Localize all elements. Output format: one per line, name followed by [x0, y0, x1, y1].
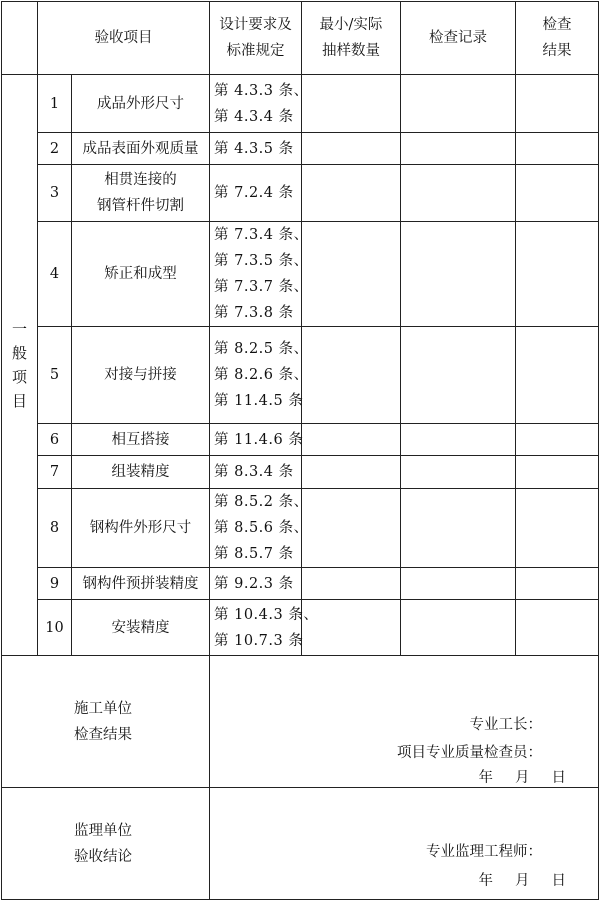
sample-cell[interactable]: [302, 456, 401, 489]
result-cell[interactable]: [516, 222, 599, 327]
table-row: [2, 424, 599, 456]
result-cell[interactable]: [516, 489, 599, 568]
result-cell[interactable]: [516, 568, 599, 600]
row-standard: 第 8.3.4 条: [210, 456, 302, 489]
inspection-table: [1, 1, 599, 900]
category-label: 一 般 项 目: [11, 320, 27, 410]
construction-signature-area[interactable]: [210, 656, 599, 788]
table-row: [2, 222, 599, 327]
category-cell: [2, 75, 38, 656]
row-item: 组装精度: [72, 456, 210, 489]
table-row: [2, 489, 599, 568]
table-row: [2, 456, 599, 489]
row-item: 安装精度: [72, 600, 210, 656]
record-cell[interactable]: [401, 133, 516, 165]
table-row: [2, 75, 599, 133]
header-blank: [2, 2, 38, 75]
header-record: 检查记录: [401, 2, 516, 75]
record-cell[interactable]: [401, 165, 516, 222]
row-standard: 第 9.2.3 条: [210, 568, 302, 600]
row-number: 8: [38, 489, 72, 568]
row-item: 相贯连接的 钢管杆件切割: [72, 165, 210, 222]
sample-cell[interactable]: [302, 75, 401, 133]
result-cell[interactable]: [516, 424, 599, 456]
result-cell[interactable]: [516, 327, 599, 424]
row-standard: 第 7.2.4 条: [210, 165, 302, 222]
engineer-label: 专业监理工程师：: [426, 844, 542, 860]
row-standard: 第 8.2.5 条、 第 8.2.6 条、 第 11.4.5 条: [210, 327, 302, 424]
supervision-date: 年 月 日: [478, 873, 566, 889]
row-item: 对接与拼接: [72, 327, 210, 424]
construction-label: 施工单位 检查结果: [2, 656, 210, 788]
result-cell[interactable]: [516, 600, 599, 656]
table-row: [2, 568, 599, 600]
sample-cell[interactable]: [302, 489, 401, 568]
supervision-signature-area[interactable]: [210, 788, 599, 900]
row-standard: 第 4.3.3 条、 第 4.3.4 条: [210, 75, 302, 133]
row-standard: 第 7.3.4 条、 第 7.3.5 条、 第 7.3.7 条、 第 7.3.8 条: [210, 222, 302, 327]
sample-cell[interactable]: [302, 327, 401, 424]
row-number: 9: [38, 568, 72, 600]
result-cell[interactable]: [516, 165, 599, 222]
record-cell[interactable]: [401, 568, 516, 600]
record-cell[interactable]: [401, 600, 516, 656]
row-number: 5: [38, 327, 72, 424]
row-number: 6: [38, 424, 72, 456]
header-sample: 最小/实际 抽样数量: [302, 2, 401, 75]
row-standard: 第 11.4.6 条: [210, 424, 302, 456]
row-standard: 第 8.5.2 条、 第 8.5.6 条、 第 8.5.7 条: [210, 489, 302, 568]
header-result: 检查 结果: [516, 2, 599, 75]
row-number: 3: [38, 165, 72, 222]
table-row: [2, 327, 599, 424]
supervision-row: [2, 788, 599, 900]
row-number: 2: [38, 133, 72, 165]
row-number: 4: [38, 222, 72, 327]
sample-cell[interactable]: [302, 133, 401, 165]
header-requirement: 设计要求及 标准规定: [210, 2, 302, 75]
record-cell[interactable]: [401, 327, 516, 424]
construction-date: 年 月 日: [478, 770, 566, 786]
header-item: 验收项目: [38, 2, 210, 75]
row-item: 成品表面外观质量: [72, 133, 210, 165]
construction-row: [2, 656, 599, 788]
row-number: 7: [38, 456, 72, 489]
row-item: 矫正和成型: [72, 222, 210, 327]
record-cell[interactable]: [401, 424, 516, 456]
row-item: 成品外形尺寸: [72, 75, 210, 133]
inspector-label: 项目专业质量检查员：: [397, 745, 542, 761]
row-item: 钢构件预拼装精度: [72, 568, 210, 600]
table-row: [2, 165, 599, 222]
sample-cell[interactable]: [302, 222, 401, 327]
result-cell[interactable]: [516, 133, 599, 165]
supervision-label: 监理单位 验收结论: [2, 788, 210, 900]
row-standard: 第 10.4.3 条、 第 10.7.3 条: [210, 600, 302, 656]
row-number: 10: [38, 600, 72, 656]
table-row: [2, 133, 599, 165]
row-standard: 第 4.3.5 条: [210, 133, 302, 165]
header-row: [2, 2, 599, 75]
record-cell[interactable]: [401, 456, 516, 489]
record-cell[interactable]: [401, 489, 516, 568]
sample-cell[interactable]: [302, 165, 401, 222]
row-number: 1: [38, 75, 72, 133]
result-cell[interactable]: [516, 456, 599, 489]
table-row: [2, 600, 599, 656]
foreman-label: 专业工长：: [469, 717, 542, 733]
sample-cell[interactable]: [302, 424, 401, 456]
sample-cell[interactable]: [302, 568, 401, 600]
result-cell[interactable]: [516, 75, 599, 133]
row-item: 钢构件外形尺寸: [72, 489, 210, 568]
row-item: 相互搭接: [72, 424, 210, 456]
record-cell[interactable]: [401, 222, 516, 327]
record-cell[interactable]: [401, 75, 516, 133]
